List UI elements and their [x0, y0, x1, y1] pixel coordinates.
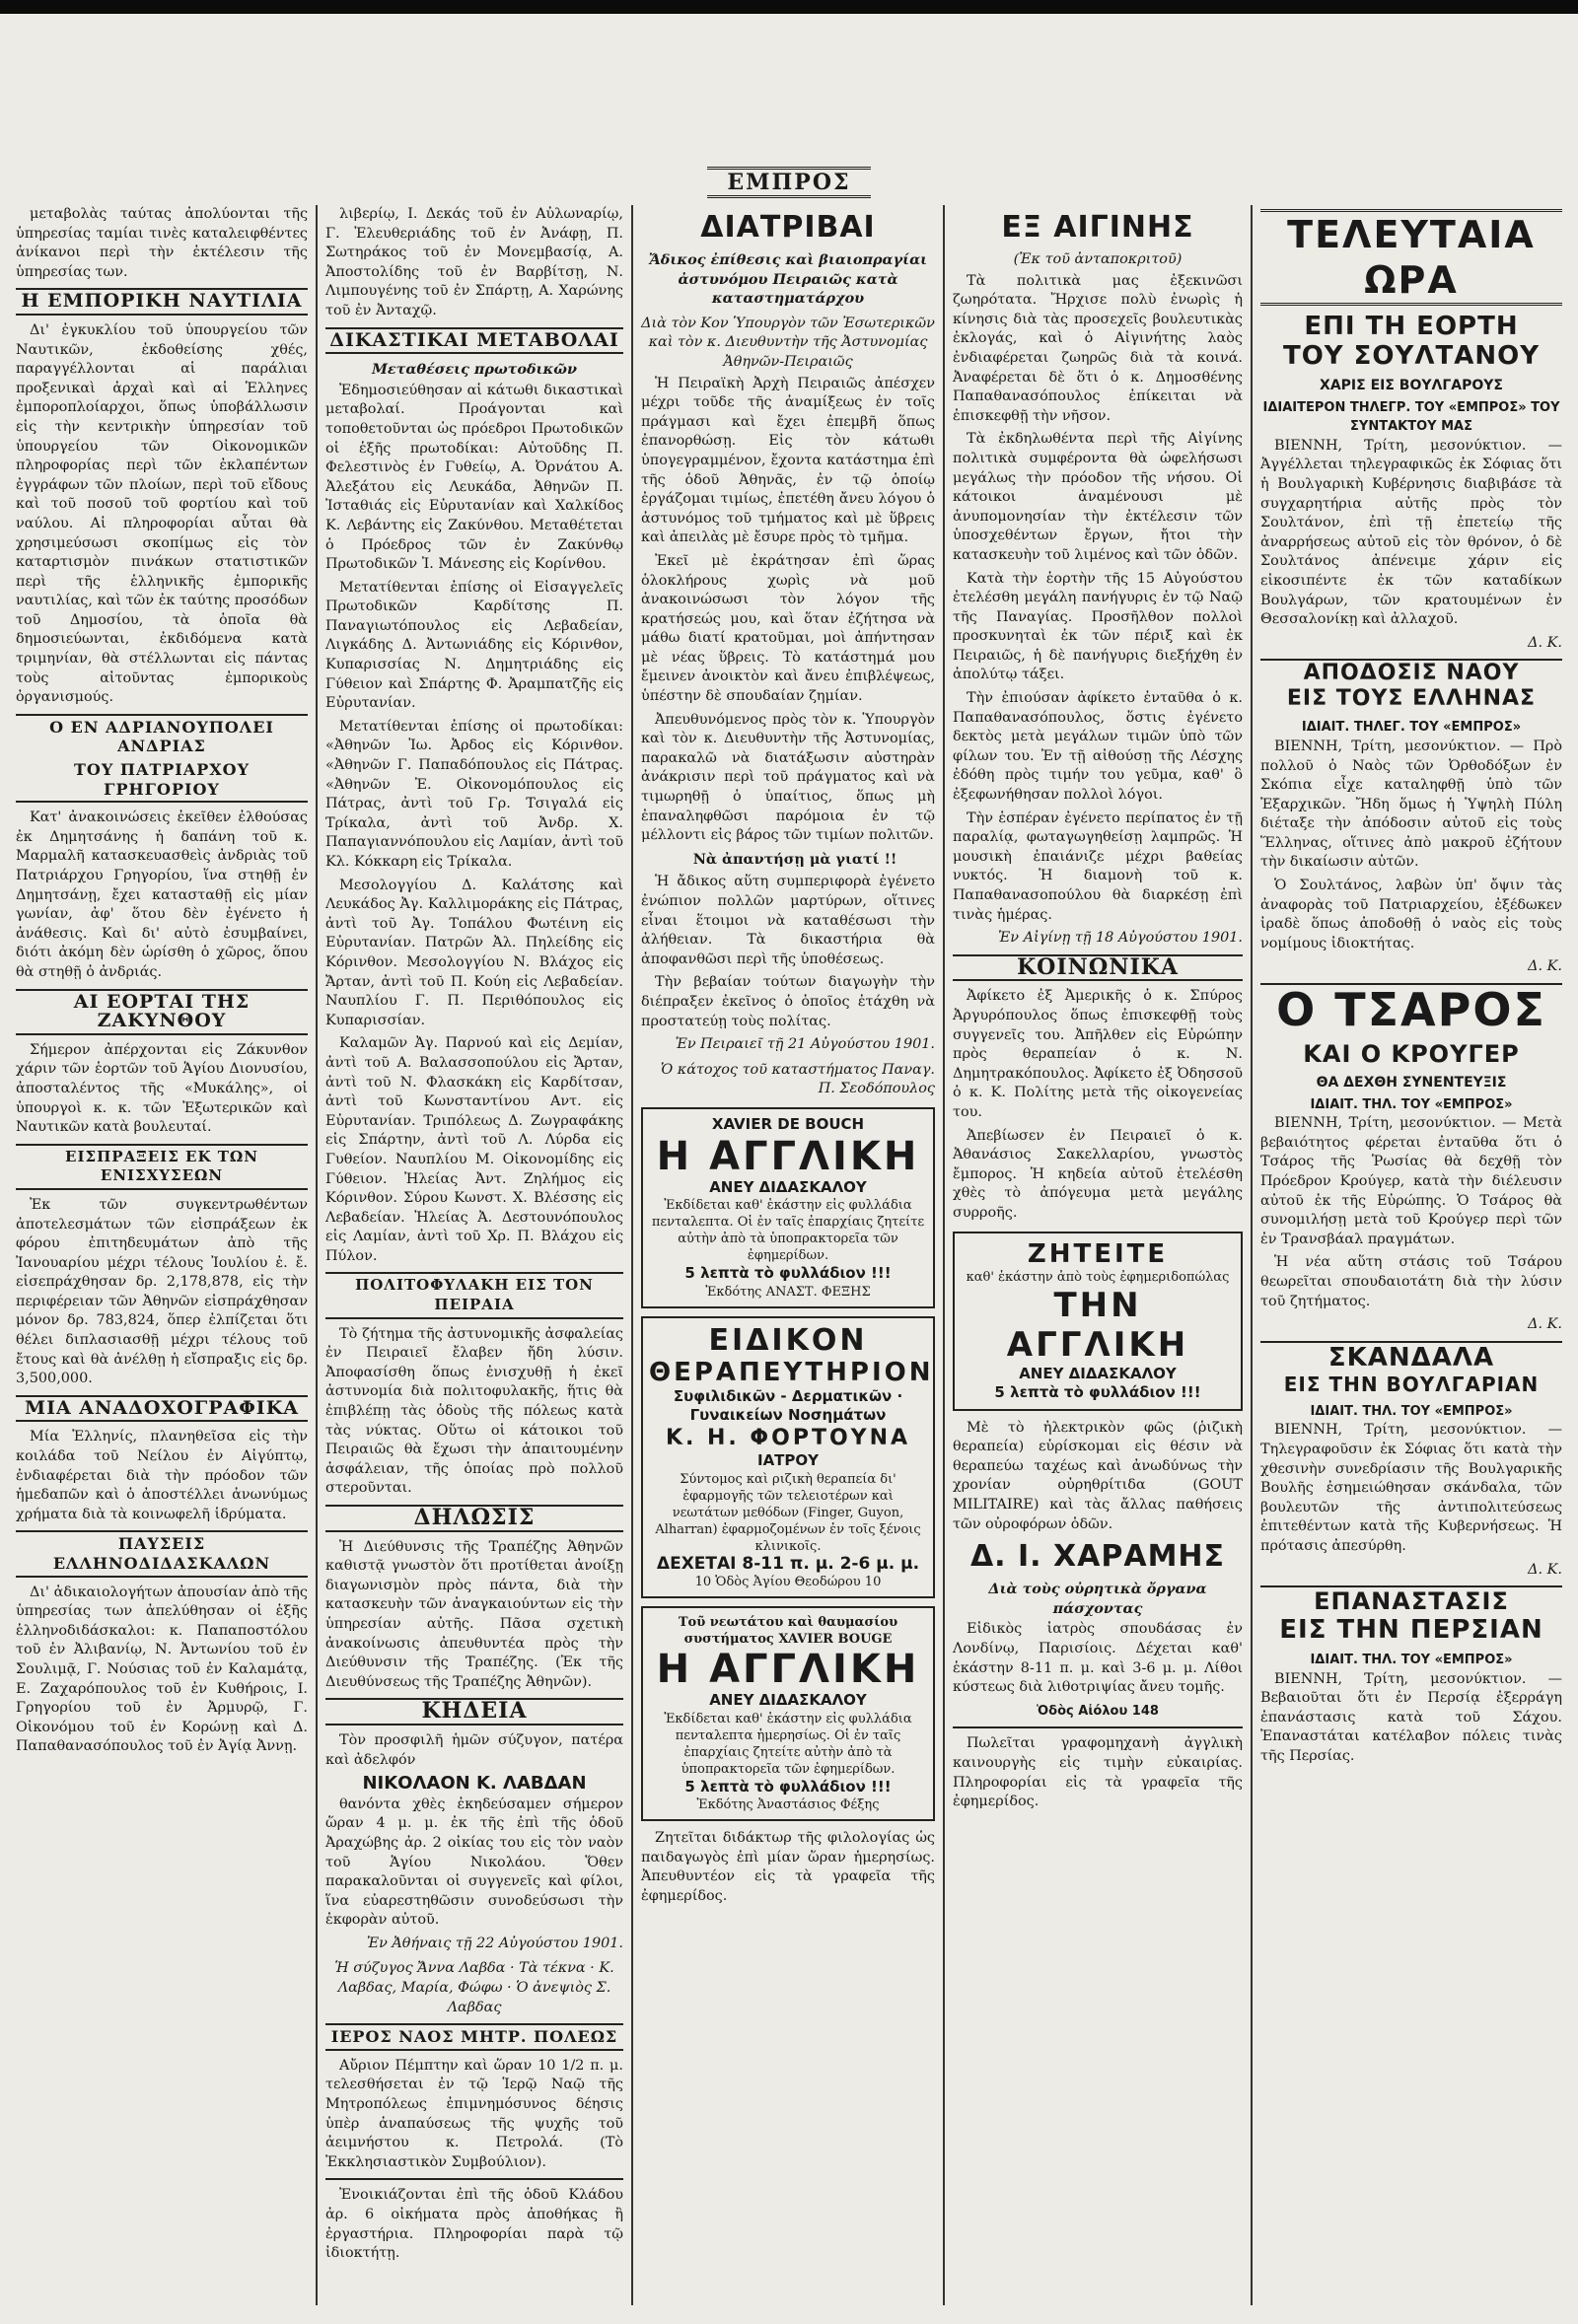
col2-text-dilosis: Ἡ Διεύθυνσις τῆς Τραπέζης Ἀθηνῶν καθιστᾷ γνωστὸν ὅτι προτίθεται ἀνοίξῃ διαγωνισμὸν πρὸς πάντα, διὰ τὴν κατασκευὴν τῶν ἀναγκαιούντων εἰς τὴν ὑπηρεσίαν αὐτῆς. Πᾶσα σχετικὴ ἀνακοίνωσις ἀπευθυντέα πρὸς τὴν Διεύθυνσιν τῆς Τραπέζης. (Ἐκ τῆς Διευθύνσεως τῆς Τραπέζης Ἀθηνῶν).: [325, 1538, 623, 1690]
col2-heading-dilosis: ΔΗΛΩΣΙΣ: [325, 1505, 623, 1532]
col5-heading-eorti-c: ΧΑΡΙΣ ΕΙΣ ΒΟΥΛΓΑΡΟΥΣ: [1320, 378, 1503, 393]
col4-subheading-charamis: Διὰ τοὺς οὐρητικὰ ὄργανα πάσχοντας: [988, 1581, 1207, 1617]
col3-ad3-top: Τοῦ νεωτάτου καὶ θαυμασίου συστήματος XAVIER BOUGE: [678, 1615, 898, 1648]
col2-heading-dikastikai: ΔΙΚΑΣΤΙΚΑΙ ΜΕΤΑΒΟΛΑΙ: [325, 327, 623, 355]
col3-ad3-price: 5 λεπτὰ τὸ φυλλάδιον !!!: [684, 1777, 892, 1796]
col3-ad2-hours: ΔΕΧΕΤΑΙ 8-11 π. μ. 2-6 μ. μ.: [656, 1553, 920, 1574]
column-3: [633, 205, 945, 2305]
top-dark-edge: [0, 0, 1578, 14]
col1-heading-nautilia: Η ΕΜΠΟΡΙΚΗ ΝΑΥΤΙΛΙΑ: [16, 288, 308, 316]
col5-heading-tsaros-a: Ο ΤΣΑΡΟΣ: [1260, 983, 1562, 1034]
col5-heading-tsaros-b: ΚΑΙ Ο ΚΡΟΥΓΕΡ: [1303, 1040, 1520, 1069]
col1-heading-anadoxografika: ΜΙΑ ΑΝΑΔΟΧΟΓΡΑΦΙΚΑ: [16, 1395, 308, 1423]
col3-ad3-title: Η ΑΓΓΛΙΚΗ: [656, 1647, 920, 1693]
col5-text-3: Ὁ Σουλτάνος, λαβὼν ὑπ' ὄψιν τὰς ἀναφορὰς τοῦ Πατριαρχείου, ἐξέδωκεν ἰραδὲ ὅπως ἀποδοθῇ ὁ ναὸς εἰς τοὺς νομίμους ἰδιοκτήτας.: [1260, 878, 1562, 951]
col2-text-kideia-intro: Τὸν προσφιλῆ ἡμῶν σύζυγον, πατέρα καὶ ἀδελφόν: [325, 1731, 623, 1768]
col2-kideia-date: Ἐν Ἀθήναις τῇ 22 Αὐγούστου 1901.: [366, 1935, 623, 1951]
col3-ad1-price: 5 λεπτὰ τὸ φυλλάδιον !!!: [684, 1264, 892, 1283]
col4-divider: [953, 1726, 1243, 1728]
col1-text-anadoxografika: Μία Ἑλληνίς, πλανηθεῖσα εἰς τὴν κοιλάδα τοῦ Νείλου ἐν Αἰγύπτῳ, ἐνδιαφέρεται διὰ τὴν πρόοδον τῶν ἡμεδαπῶν καὶ ὁ ἀποστέλλει ἀνωνύμως χρήματα διὰ τὰ κοινωφελῆ ἱδρύματα.: [16, 1429, 308, 1522]
col1-heading-pauseis: ΠΑΥΣΕΙΣ ΕΛΛΗΝΟΔΙΔΑΣΚΑΛΩΝ: [16, 1530, 308, 1577]
col3-ad3-text: Ἐκδίδεται καθ' ἑκάστην εἰς φυλλάδια πενταλεπτα ἡμερησίως. Οἱ ἐν ταῖς ἐπαρχίαις ζητείτε αὐτὴν ἀπὸ τὰ ὑποπρακτορεῖα τῶν ἐφημερίδων.: [664, 1711, 912, 1777]
col3-text-1: Ἡ Πειραϊκὴ Ἀρχὴ Πειραιῶς ἀπέσχεν μέχρι τοῦδε τῆς ἀναμίξεως ἐν τοῖς πράγμασι καὶ ἔχει ἐπεμβῆ ὅπως ἐπανορθώσῃ. Εἰς τὸν κάτωθι ὑπογεγραμμένον, ἔχοντα κατάστημα ἐπὶ τῆς ὁδοῦ Ἀθηνᾶς, ἐν τῷ ὁποίῳ ἐργάζομαι τιμίως, ἐπετέθη ἄνευ λόγου ὁ ἀστυνόμος τοῦ τμήματος καὶ μὲ ὕβρεις καὶ ἀπειλὰς μὲ ἔσυρε πρὸς τὸ τμῆμα.: [641, 375, 935, 546]
col4-text-4: Τὴν ἐπιούσαν ἀφίκετο ἐνταῦθα ὁ κ. Παπαθανασόπουλος, ὅστις ἐγένετο δεκτὸς μετὰ μεγάλων τιμῶν ὑπὸ τῶν φίλων του. Ἐν τῇ αἰθούσῃ τῆς Λέσχης ἐδόθη πρὸς τιμήν του γεῦμα, καθ' ὃ ἐξεφωνήθησαν πολλοὶ λόγοι.: [953, 690, 1243, 804]
col4-heading-aigina: ΕΞ ΑΙΓΙΝΗΣ: [1001, 210, 1194, 245]
col1-heading-zakynthos: ΑΙ ΕΟΡΤΑΙ ΤΗΣ ΖΑΚΥΝΘΟΥ: [16, 989, 308, 1035]
col1-text-pauseis: Δι' ἀδικαιολογήτων ἀπουσίαν ἀπὸ τῆς ὑπηρεσίας των ἀπελύθησαν οἱ ἑξῆς ἑλληνοδιδάσκαλοι: κ. Παπαποστόλου τοῦ ἐν Ἀλιβανίῳ, Ν. Ἀντωνίου τοῦ ἐν Σουλιμᾷ, Γ. Νούσιας τοῦ ἐν Καλαμάτᾳ, Ε. Ζαχαρόπουλος τοῦ ἐν Κυθήροις, Ι. Γρηγορίου τοῦ ἐν Ἀρμυρῷ, Γ. Οἰκονόμου τοῦ ἐν Κορώνῃ καὶ Δ. Παπαθανασόπουλος τοῦ ἐν Ἀγίᾳ Ἀννῃ.: [16, 1584, 308, 1755]
col5-heading-skandala-b: ΕΙΣ ΤΗΝ ΒΟΥΛΓΑΡΙΑΝ: [1283, 1372, 1540, 1396]
col3-ad3-publisher: Ἐκδότης Ἀναστάσιος Φέξης: [696, 1797, 880, 1813]
masthead: [0, 168, 1578, 197]
col3-ad-anglikh-2: [641, 1606, 935, 1821]
masthead-title: ΕΜΠΡΟΣ: [707, 167, 870, 198]
col4-text-7: Ἀπεβίωσεν ἐν Πειραιεῖ ὁ κ. Ἀθανάσιος Σακελλαρίου, γνωστὸς ἔμπορος. Ἡ κηδεία αὐτοῦ ἐτελέσθη χθὲς τὸ ἀπόγευμα μετὰ μεγάλης συρροῆς.: [953, 1127, 1243, 1221]
col4-text-2: Τὰ ἐκδηλωθέντα περὶ τῆς Αἰγίνης πολιτικὰ συμφέροντα θὰ ὠφελήσωσι μεγάλως τὴν πρόοδον τῆς νήσου. Οἱ κάτοικοι ἀναμένουσι μὲ ἀνυπομονησίαν τὴν ἐκτέλεσιν τῶν ὑποσχεθέντων ἔργων, ἤτοι τὴν κατασκευὴν τοῦ λιμένος καὶ τῶν ὁδῶν.: [953, 431, 1243, 563]
col2-text-kideia: θανόντα χθὲς ἐκηδεύσαμεν σήμερον ὥραν 4 μ. μ. ἐκ τῆς ἐπὶ τῆς ὁδοῦ Ἀραχώβης ἀρ. 2 οἰκίας του εἰς τὸν ναὸν τοῦ Ἁγίου Νικολάου. Ὅθεν παρακαλοῦνται οἱ συγγενεῖς καὶ φίλοι, ἵνα εὐαρεστηθῶσιν συνοδεύσωσι τὴν ἐκφορὰν αὐτοῦ.: [325, 1796, 623, 1929]
col3-ad1-text: Ἐκδίδεται καθ' ἑκάστην εἰς φυλλάδια πενταλεπτα. Οἱ ἐν ταῖς ἐπαρχίαις ζητείτε αὐτὴν ἀπὸ τὰ ὑποπρακτορεῖα τῶν ἐφημερίδων.: [651, 1198, 925, 1264]
col3-ad2-sub: Συφιλιδικῶν - Δερματικῶν · Γυναικείων Νοσημάτων: [673, 1386, 903, 1425]
col3-ad1-top: XAVIER DE BOUCH: [711, 1114, 865, 1133]
col5-heading-teleutaia-ora: ΤΕΛΕΥΤΑΙΑ ΩΡΑ: [1260, 209, 1562, 306]
col2-kideia-name: ΝΙΚΟΛΑΟΝ Κ. ΛΑΒΔΑΝ: [362, 1773, 587, 1795]
col2-text-politofylaki: Τὸ ζήτημα τῆς ἀστυνομικῆς ἀσφαλείας ἐν Πειραιεῖ ἔλαβεν ἤδη λύσιν. Ἀποφασίσθη ὅπως ἐνισχυθῇ ἡ ἐκεῖ ἀστυνομία διὰ πολιτοφυλακῆς, ἥτις θὰ ἐπιβλέπῃ τὰς ὁδοὺς τῆς πόλεως κατὰ τὰς νύκτας. Οὕτω οἱ κάτοικοι τοῦ Πειραιῶς θὰ ἔχωσι τὴν ἀπαιτουμένην ἀσφάλειαν, τῆς ὁποίας πρὸ πολλοῦ στεροῦνται.: [325, 1325, 623, 1497]
col4-heading-koinonika: ΚΟΙΝΩΝΙΚΑ: [953, 954, 1243, 982]
column-2: [318, 205, 633, 2305]
col3-ad1-sub: ΑΝΕΥ ΔΙΔΑΣΚΑΛΟΥ: [709, 1177, 867, 1196]
col3-ad1-title: Η ΑΓΓΛΙΚΗ: [656, 1133, 920, 1179]
col3-heading-diatrivai: ΔΙΑΤΡΙΒΑΙ: [700, 210, 876, 245]
col4-date: Ἐν Αἰγίνῃ τῇ 18 Αὐγούστου 1901.: [998, 930, 1243, 947]
col2-heading-kideia: ΚΗΔΕΙΑ: [325, 1698, 623, 1725]
col4-ad-zitette: [953, 1232, 1243, 1411]
col4-ad-heading: ΖΗΤΕΙΤΕ: [1027, 1238, 1169, 1269]
col3-ad2-role: ΙΑΤΡΟΥ: [756, 1450, 820, 1469]
col2-intro: λιβερίῳ, Ι. Δεκάς τοῦ ἐν Αὐλωναρίῳ, Γ. Ἐλευθεριάδης τοῦ ἐν Ἀνάφῃ, Π. Σωτηράκος τοῦ ἐν Μονεμβασίᾳ, Α. Ἀποστολίδης τοῦ ἐν Βαρβίτσῃ, Ν. Λιμπουγένης τοῦ ἐν Σπάρτῃ, Α. Χαρώνης τοῦ ἐν Ἀνταχῷ.: [325, 206, 623, 318]
col4-ad-title: ΤΗΝ ΑΓΓΛΙΚΗ: [1006, 1285, 1189, 1365]
col3-ad1-publisher: Ἐκδότης ΑΝΑΣΤ. ΦΕΞΗΣ: [705, 1284, 871, 1300]
col3-text-3: Ἀπευθυνόμενος πρὸς τὸν κ. Ὑπουργὸν καὶ τὸν κ. Διευθυντὴν τῆς Ἀστυνομίας, παρακαλῶ νὰ διατάξωσιν αὐστηρὰν ἀνάκρισιν περὶ τοῦ πράγματος καὶ νὰ τιμωρηθῇ ὁ ὑπαίτιος, ὅπως μὴ ἐπαναληφθῶσι παρόμοια ἐν τῷ μέλλοντι εἰς βάρος τῶν τιμίων πολιτῶν.: [641, 711, 935, 844]
col2-heading-ieros-naos: ΙΕΡΟΣ ΝΑΟΣ ΜΗΤΡ. ΠΟΛΕΩΣ: [325, 2023, 623, 2051]
column-1: [8, 205, 318, 2305]
col2-divider: [325, 2178, 623, 2180]
col5-telegram-5: ΙΔΙΑΙΤ. ΤΗΛ. ΤΟΥ «ΕΜΠΡΟΣ»: [1310, 1653, 1513, 1668]
col2-text-5: Καλαμῶν Ἀγ. Παρνού καὶ εἰς Δεμίαν, ἀντὶ τοῦ Α. Βαλασσοπούλου εἰς Ἄρταν, ἀντὶ τοῦ Ν. Φλασκάκη εἰς Καρδίτσαν, ἀντὶ τοῦ Κωνσταντίνου Αντ. εἰς Εὐρυτανίαν. Τριπόλεως Δ. Ζωγραφάκης εἰς Σπάρτην, ἀντὶ τοῦ Λ. Λύρδα εἰς Γυθείον. Ναυπλίου Μ. Οἰκονομίδης εἰς Γύθειον. Ἠλείας Ἀντ. Ζηλήμος εἰς Κόρινθον. Σύρου Κωνστ. Χ. Βλέσσης εἰς Λεβαδείαν. Ἠλείας Ἀ. Δεστουνόπουλος εἰς Λαμίαν, ἀντὶ τοῦ Χρ. Π. Βλάχου εἰς Πύλον.: [325, 1035, 623, 1264]
col5-telegram-3: ΙΔΙΑΙΤ. ΤΗΛ. ΤΟΥ «ΕΜΠΡΟΣ»: [1310, 1096, 1513, 1112]
col2-text-4: Μεσολογγίου Δ. Καλάτσης καὶ Λευκάδος Ἀγ. Καλλιμοράκης εἰς Πάτρας, ἀντὶ τοῦ Ἀγ. Τοπάλου Φωτέινη εἰς Εὐρυτανίαν. Πατρῶν Ἀλ. Πηλείδης εἰς Κόρινθον. Μεσολογγίου Ν. Βλάχος εἰς Ἄρταν, ἀντὶ τοῦ Π. Κούη εἰς Λεβαδείαν. Ναυπλίου Γ. Π. Περιθόπουλος εἰς Κυπαρισσίαν.: [325, 877, 623, 1028]
col3-text-6: Τὴν βεβαίαν τούτων διαγωγὴν τὴν διέπραξεν ἐκεῖνος ὁ ὁποῖος ἐτάχθη νὰ προστατεύῃ τοὺς πολίτας.: [641, 974, 935, 1029]
col5-heading-epanastasis-b: ΕΙΣ ΤΗΝ ΠΕΡΣΙΑΝ: [1279, 1615, 1543, 1646]
col3-ad-therapeftirion: [641, 1316, 935, 1598]
col3-text-2: Ἐκεῖ μὲ ἐκράτησαν ἐπὶ ὥρας ὁλοκλήρους χωρὶς νὰ μοῦ ἀνακοινώσωσι τὸν λόγον τῆς κρατήσεώς μου, καὶ ὅταν ἐζήτησα νὰ μάθω διατί κρατοῦμαι, μοὶ ἀπήντησαν μὲ νέας ὕβρεις. Τὸ κατάστημά μου ἔμεινεν ἀνοικτὸν καὶ ἄνευ ἐπιβλέψεως, ὑπέστην δὲ σπουδαίαν ζημίαν.: [641, 552, 935, 705]
col5-telegram-4: ΙΔΙΑΙΤ. ΤΗΛ. ΤΟΥ «ΕΜΠΡΟΣ»: [1310, 1403, 1513, 1419]
col3-text-5: Ἡ ἄδικος αὕτη συμπεριφορὰ ἐγένετο ἐνώπιον πολλῶν μαρτύρων, οἵτινες εἶναι ἕτοιμοι νὰ καταθέσωσι τὴν ἀλήθειαν. Τὰ δικαστήρια θὰ ἀποφανθῶσι περὶ τῆς ὑποθέσεως.: [641, 874, 935, 967]
col4-ad-sub: καθ' ἑκάστην ἀπὸ τοὺς ἐφημεριδοπώλας: [966, 1269, 1230, 1285]
col5-heading-epanastasis-a: ΕΠΑΝΑΣΤΑΣΙΣ: [1260, 1585, 1562, 1615]
col2-text-2: Μετατίθενται ἐπίσης οἱ Εἰσαγγελεῖς Πρωτοδικῶν Καρδίτσης Π. Παναγιωτόπουλος εἰς Λεβαδείαν, Λιγκάδης Δ. Ἀντωνιάδης εἰς Κόρινθον, Κυπαρισσίας Ν. Δημητριάδης εἰς Γύθειον καὶ Σπάρτης Φ. Ἀραμπατζῆς εἰς Εὐρυτανίαν.: [325, 579, 623, 712]
column-4: [945, 205, 1253, 2305]
col4-address: Ὁδὸς Αἰόλου 148: [1037, 1703, 1159, 1719]
col3-text-4: Νὰ ἀπαντήσῃ μὰ γιατί !!: [692, 850, 897, 868]
col4-text-6: Ἀφίκετο ἐξ Ἀμερικῆς ὁ κ. Σπύρος Ἀργυρόπουλος ὅπως ἐπισκεφθῇ τοὺς συγγενεῖς του. Ἀπῆλθεν εἰς Εὐρώπην πρὸς θεραπείαν ὁ κ. Ν. Δημητρακόπουλος. Ἀφίκετο ἐξ Ὀδησσοῦ ὁ κ. Κ. Πολίτης μετὰ τῆς οἰκογενείας του.: [953, 988, 1243, 1120]
col2-kideia-sign: Ἡ σύζυγος Ἄννα Λαβδα · Τὰ τέκνα · Κ. Λαβδας, Μαρία, Φώφω · Ὁ ἀνεψιὸς Σ. Λαβδας: [334, 1960, 614, 2015]
col1-text-eispraxeis: Ἐκ τῶν συγκεντρωθέντων ἀποτελεσμάτων τῶν εἰσπράξεων ἐκ φόρου ἐπιτηδευμάτων ἀπὸ τῆς Ἰανουαρίου μέχρι τέλους Ἰουλίου ἐ. ἔ. εἰσεπράχθησαν δρ. 2,178,878, εἰς τὴν περιφέρειαν τῶν Ἀθηνῶν εἰσπράχθησαν μόνον δρ. 783,824, ὅπερ ἐλπίζεται ὅτι θέλει διπλασιασθῇ μέχρι τέλους τοῦ ἔτους καὶ θὰ ἀνέλθῃ ἡ εἴσπραξις εἰς δρ. 3,500,000.: [16, 1196, 308, 1387]
col3-ad2-top: ΕΙΔΙΚΟΝ: [708, 1322, 868, 1358]
col1-intro: μεταβολὰς ταύτας ἀπολύονται τῆς ὑπηρεσίας ταμίαι τινὲς καταλειφθέντες ἀνίκανοι περὶ τὴν ἐκτέλεσιν τῆς ὑπηρεσίας των.: [16, 206, 308, 280]
col4-text-8: Μὲ τὸ ἠλεκτρικὸν φῶς (ῥιζικὴ θεραπεία) εὑρίσκομαι εἰς θέσιν νὰ θεραπεύω ταχέως καὶ ἀνωδύνως τὴν χρονίαν οὐρηθρίτιδα (GOUT MILITAIRE) καὶ τὰς ἄλλας παθήσεις τῶν οὐροφόρων ὁδῶν.: [953, 1419, 1243, 1532]
col2-text-ieros-naos: Αὔριον Πέμπτην καὶ ὥραν 10 1/2 π. μ. τελεσθήσεται ἐν τῷ Ἱερῷ Ναῷ τῆς Μητροπόλεως ἐπιμνημόσυνος δέησις ὑπὲρ ἀναπαύσεως τῆς ψυχῆς τοῦ ἀειμνήστου κ. Πετρολά. (Τὸ Ἐκκλησιαστικὸν Συμβούλιον).: [325, 2057, 623, 2170]
col4-text-10: Πωλεῖται γραφομηχανὴ ἀγγλικὴ καινουργὴς εἰς τιμὴν εὐκαιρίας. Πληροφορίαι εἰς τὰ γραφεῖα τῆς ἐφημερίδος.: [953, 1735, 1243, 1810]
col4-text-3: Κατὰ τὴν ἑορτὴν τῆς 15 Αὐγούστου ἐτελέσθη μεγάλη πανήγυρις ἐν τῷ Ναῷ τῆς Παναγίας. Προσῆλθον πολλοὶ προσκυνηταὶ ἐκ τῶν πέριξ καὶ ἐκ Πειραιῶς, ἡ δὲ πανήγυρις διεξήχθη ἐν ἀπολύτῳ τάξει.: [953, 570, 1243, 683]
col4-heading-charamis: Δ. Ι. ΧΑΡΑΜΗΣ: [969, 1539, 1226, 1575]
col3-date: Ἐν Πειραιεῖ τῇ 21 Αὐγούστου 1901.: [675, 1036, 935, 1053]
col2-heading-politofylaki: ΠΟΛΙΤΟΦΥΛΑΚΗ ΕΙΣ ΤΟΝ ΠΕΙΡΑΙΑ: [325, 1272, 623, 1318]
col5-heading-eorti-b: ΤΟΥ ΣΟΥΛΤΑΝΟΥ: [1282, 341, 1541, 371]
col1-text-nautilia: Δι' ἐγκυκλίου τοῦ ὑπουργείου τῶν Ναυτικῶν, ἐκδοθείσης χθές, παραγγέλλονται αἱ παράλιαι προξενικαὶ ἀρχαὶ καὶ αἱ Ἑλληνες ἐμποροπλοίαρχοι, ὅπως ὑποβάλλωσιν εἰς τὴν κεντρικὴν ὑπηρεσίαν τοῦ ὑπουργείου τῶν Οἰκονομικῶν πληροφορίας περὶ τῶν ἐκλαπέντων ἐγγράφων τῶν πλοίων, περὶ τοῦ εἴδους καὶ τοῦ ποσοῦ τοῦ φορτίου καὶ τοῦ ναύλου. Αἱ πληροφορίαι αὗται θὰ χρησιμεύσωσι σκοπίμως εἰς τὸν καταρτισμὸν πινάκων στατιστικῶν περὶ τῆς ἑλληνικῆς ἐμπορικῆς ναυτιλίας, καὶ τῶν ἐκ ταύτης προσόδων τοῦ Δημοσίου, τὰ ὁποῖα θὰ δημοσιεύωνται, ἐκδιδόμενα κατὰ τριμηνίαν, θὰ στέλλωνται εἰς πάντας τοὺς αἰτοῦντας ἐμπορικοὺς ὀργανισμούς.: [16, 321, 308, 706]
col3-ad2-title: ΘΕΡΑΠΕΥΤΗΡΙΟΝ: [649, 1357, 934, 1387]
col1-text-andrias: Κατ' ἀνακοινώσεις ἐκεῖθεν ἐλθούσας ἐκ Δημητσάνης ἡ δαπάνη τοῦ κ. Μαρμαλῆ κατασκευασθεὶς ἀνδριὰς τοῦ Πατριάρχου Γρηγορίου, ἵνα στηθῇ ἐν Δημητσάνῃ, ἔχει κατασταθῇ εἰς μίαν γωνίαν, ἀφ' ὅτου δὲν ἐγένετο ἡ ἀνάθεσις. Καὶ δι' αὐτὸ ἐσυμβαίνει, διότι ἀκόμη δὲν ὡρίσθη ὁ χῶρος, ὅπου θὰ στηθῇ ὁ ἀνδριάς.: [16, 810, 308, 980]
col3-subheading-2: Διὰ τὸν Κον Ὑπουργὸν τῶν Ἐσωτερικῶν καὶ τὸν κ. Διευθυντὴν τῆς Ἀστυνομίας Ἀθηνῶν-Πειραιῶς: [641, 315, 935, 370]
col1-heading-andrias-b: ΤΟΥ ΠΑΤΡΙΑΡΧΟΥ ΓΡΗΓΟΡΙΟΥ: [16, 758, 308, 803]
col5-heading-naos-a: ΑΠΟΔΟΣΙΣ ΝΑΟΥ: [1260, 659, 1562, 686]
col4-ad-sub2: ΑΝΕΥ ΔΙΔΑΣΚΑΛΟΥ: [1019, 1364, 1177, 1382]
column-5: [1253, 205, 1570, 2305]
col2-text-1: Ἐδημοσιεύθησαν αἱ κάτωθι δικαστικαὶ μεταβολαί. Προάγονται καὶ τοποθετοῦνται ὡς πρόεδροι Πρωτοδικῶν οἱ ἑξῆς πρωτοδίκαι: Αὐτοῦδης Π. Φελεστινὸς ἐν Γυθείῳ, Α. Ὀρνάτου Α. Ἀλεξάτου εἰς Λευκάδα, Ἀθηνῶν Π. Ἰσταθιάς εἰς Εὐρυτανίαν καὶ Χαλκίδος Κ. Λεβάντης εἰς Ζακύνθου. Μεταθέτεται ὁ Πρόεδρος τῶν ἐν Ζακύνθῳ Πρωτοδικῶν Ἰ. Μάνεσης εἰς Κορίνθου.: [325, 382, 623, 573]
col1-heading-andrias-a: Ο ΕΝ ΑΔΡΙΑΝΟΥΠΟΛΕΙ ΑΝΔΡΙΑΣ: [16, 714, 308, 758]
col5-text-2: ΒΙΕΝΝΗ, Τρίτη, μεσονύκτιον. — Πρὸ πολλοῦ ὁ Ναὸς τῶν Ὀρθοδόξων ἐν Σκόπια εἶχε καταληφθῇ ὑπὸ τῶν Ἐξαρχικῶν. Ἤδη ὅμως ἡ Ὑψηλὴ Πύλη διέταξε τὴν ἀπόδοσιν αὐτοῦ εἰς τοὺς Ἕλληνας, οἵτινες ἀπὸ μακροῦ ἐζήτουν τὴν δικαίωσιν αὐτῶν.: [1260, 738, 1562, 871]
col4-subheading: (Ἐκ τοῦ ἀνταποκριτοῦ): [1013, 251, 1183, 267]
col5-text-6: ΒΙΕΝΝΗ, Τρίτη, μεσονύκτιον. — Τηλεγραφοῦσιν ἐκ Σόφιας ὅτι κατὰ τὴν χθεσινὴν συνεδρίασιν τῆς Βουλγαρικῆς Βουλῆς ἐσημειώθησαν σκάνδαλα, τῶν βουλευτῶν τῆς ἀντιπολιτεύσεως ἐπιτεθέντων κατὰ τῆς Κυβερνήσεως. Ἡ πρότασις ἀπεσύρθη.: [1260, 1422, 1562, 1554]
col5-heading-skandala-a: ΣΚΑΝΔΑΛΑ: [1260, 1341, 1562, 1373]
col5-text-7: ΒΙΕΝΝΗ, Τρίτη, μεσονύκτιον. — Βεβαιοῦται ὅτι ἐν Περσίᾳ ἐξερράγη ἐπανάστασις κατὰ τοῦ Σάχου. Ἐπαναστάται κατέλαβον πόλεις τινὰς τῆς Περσίας.: [1260, 1670, 1562, 1765]
col5-text-4: ΒΙΕΝΝΗ, Τρίτη, μεσονύκτιον. — Μετὰ βεβαιότητος φέρεται ἐνταῦθα ὅτι ὁ Τσάρος τῆς Ῥωσίας θὰ δεχθῇ τὸν Πρόεδρον Κρούγερ, κατὰ τὴν διέλευσιν αὐτοῦ ἐκ τῆς Εὐρώπης. Ὁ Τσάρος θὰ συνομιλήσῃ μετὰ τοῦ Κρούγερ περὶ τῶν ἐν Τρανσβάαλ πραγμάτων.: [1260, 1115, 1562, 1247]
col5-sign-2: Δ. Κ.: [1528, 958, 1562, 975]
col5-heading-naos-b: ΕΙΣ ΤΟΥΣ ΕΛΛΗΝΑΣ: [1286, 686, 1537, 712]
col3-subheading-1: Ἄδικος ἐπίθεσις καὶ βιαιοπραγίαι ἀστυνόμου Πειραιῶς κατὰ καταστηματάρχου: [648, 251, 928, 308]
col5-heading-eorti-a: ΕΠΙ ΤΗ ΕΟΡΤΗ: [1304, 312, 1519, 341]
col2-subheading-metatheseis: Μεταθέσεις πρωτοδικῶν: [372, 361, 577, 379]
col1-heading-eispraxeis: ΕΙΣΠΡΑΞΕΙΣ ΕΚ ΤΩΝ ΕΝΙΣΧΥΣΕΩΝ: [16, 1144, 308, 1190]
col5-sign-4: Δ. Κ.: [1528, 1561, 1562, 1578]
col3-text-zitoutai: Ζητεῖται διδάκτωρ τῆς φιλολογίας ὡς παιδαγωγὸς ἐπὶ μίαν ὥραν ἡμερησίως. Ἀπευθυντέον εἰς τὰ γραφεῖα τῆς ἐφημερίδος.: [641, 1830, 935, 1905]
col5-telegram-2: ΙΔΙΑΙΤ. ΤΗΛΕΓ. ΤΟΥ «ΕΜΠΡΟΣ»: [1301, 720, 1522, 736]
col4-text-9: Εἰδικὸς ἰατρὸς σπουδάσας ἐν Λονδίνῳ, Παρισίοις. Δέχεται καθ' ἑκάστην 8-11 π. μ. καὶ 3-6 μ. μ. Λίθοι κύστεως διὰ λιθοτριψίας ἄνευ τομῆς.: [953, 1621, 1243, 1696]
col5-text-5: Ἡ νέα αὕτη στάσις τοῦ Τσάρου θεωρεῖται σπουδαιοτάτη διὰ τὴν λύσιν τοῦ ζητήματος.: [1260, 1254, 1562, 1309]
col5-heading-tsaros-c: ΘΑ ΔΕΧΘΗ ΣΥΝΕΝΤΕΥΞΙΣ: [1316, 1075, 1507, 1092]
col3-ad-anglikh-1: [641, 1107, 935, 1308]
col5-sign-1: Δ. Κ.: [1528, 634, 1562, 651]
col5-text-1: ΒΙΕΝΝΗ, Τρίτη, μεσονύκτιον. — Ἀγγέλλεται τηλεγραφικῶς ἐκ Σόφιας ὅτι ἡ Βουλγαρικὴ Κυβέρνησις διαβιβάσε τὰ συγχαρητήρια αὐτῆς πρὸς τὸν Σουλτάνον, ἐπὶ τῇ ἐπετείῳ τῆς ἀναρρήσεως αὐτοῦ εἰς τὸν θρόνον, ὁ δὲ Σουλτάνος ἀπένειμε χάριν εἰς εἰκοσιπέντε ἐκ τῶν καταδίκων Βουλγάρων, τῶν κρατουμένων ἐν Θεσσαλονίκῃ καὶ ἀλλαχοῦ.: [1260, 437, 1562, 628]
col3-ad2-name: Κ. Η. ΦΟΡΤΟΥΝΑ: [665, 1425, 911, 1450]
col4-text-5: Τὴν ἑσπέραν ἐγένετο περίπατος ἐν τῇ παραλίᾳ, φωταγωγηθείσῃ λαμπρῶς. Ἡ μουσικὴ ἐπαιάνιζε μέχρι βαθείας νυκτός. Ἡ διαμονὴ τοῦ κ. Παπαθανασοπούλου θὰ διαρκέσῃ ἐπὶ τινὰς ἡμέρας.: [953, 810, 1243, 923]
col3-ad2-address: 10 Ὁδὸς Ἀγίου Θεοδώρου 10: [694, 1575, 882, 1590]
col3-ad3-sub: ΑΝΕΥ ΔΙΔΑΣΚΑΛΟΥ: [709, 1691, 867, 1710]
col1-text-zakynthos: Σήμερον ἀπέρχονται εἰς Ζάκυνθον χάριν τῶν ἑορτῶν τοῦ Ἁγίου Διονυσίου, ἀποσταλέντος τῆς «Μυκάλης», οἱ ὑπουργοὶ κ. κ. τῶν Ἐξωτερικῶν καὶ Ναυτικῶν κατὰ βουλευταί.: [16, 1041, 308, 1136]
col5-telegram-1: ΙΔΙΑΙΤΕΡΟΝ ΤΗΛΕΓΡ. ΤΟΥ «ΕΜΠΡΟΣ» ΤΟΥ ΣΥΝΤΑΚΤΟΥ ΜΑΣ: [1262, 399, 1560, 435]
col3-signature: Ὁ κάτοχος τοῦ καταστήματος Παναγ. Π. Σεοδόπουλος: [660, 1061, 935, 1097]
col2-text-enoikiazontai: Ἐνοικιάζονται ἐπὶ τῆς ὁδοῦ Κλάδου ἀρ. 6 οἰκήματα πρὸς ἀποθήκας ἢ ἐργαστήρια. Πληροφορίαι παρὰ τῷ ἰδιοκτήτῃ.: [325, 2187, 623, 2262]
col2-text-3: Μετατίθενται ἐπίσης οἱ πρωτοδίκαι: «Ἀθηνῶν Ἰω. Ἀρδος εἰς Κόρινθον. «Ἀθηνῶν Γ. Παπαδόπουλος εἰς Πάτρας. «Ἀθηνῶν Ἐ. Οἰκονομόπουλος εἰς Πάτρας, ἀντὶ τοῦ Γρ. Τσιγαλά εἰς Τρίκαλα, ἀντὶ τοῦ Ἀνδρ. Χ. Παπαγιαννόπουλου εἰς Λαμίαν, ἀντὶ τοῦ Κλ. Κόκκαρη εἰς Τρίκαλα.: [325, 718, 623, 870]
col4-ad-price: 5 λεπτὰ τὸ φυλλάδιον !!!: [994, 1383, 1201, 1402]
col3-ad2-text: Σύντομος καὶ ριζικὴ θεραπεία δι' ἐφαρμογῆς τῶν τελειοτέρων καὶ νεωτάτων μεθόδων (Finger, Guyon, Alharran) ἐφαρμοζομένων ἐν τοῖς ξένοις κλινικοῖς.: [655, 1471, 921, 1554]
col5-sign-3: Δ. Κ.: [1528, 1316, 1562, 1333]
col4-text-1: Τὰ πολιτικὰ μας ἐξεκινῶσι ζωηρότατα. Ἤρχισε πολὺ ἐνωρὶς ἡ κίνησις διὰ τὰς προσεχεῖς βουλευτικὰς ἐκλογάς, καὶ ὁ Αἰγινήτης λαὸς ἐνδιαφέρεται ζωηρῶς διὰ τὰ κοινά. Ἀναφέρεται δὲ ὅτι ὁ κ. Δημοσθένης Παπαθανασόπουλος ἐπίκειται νὰ ἐπισκεφθῇ τὴν νῆσον.: [953, 272, 1243, 424]
